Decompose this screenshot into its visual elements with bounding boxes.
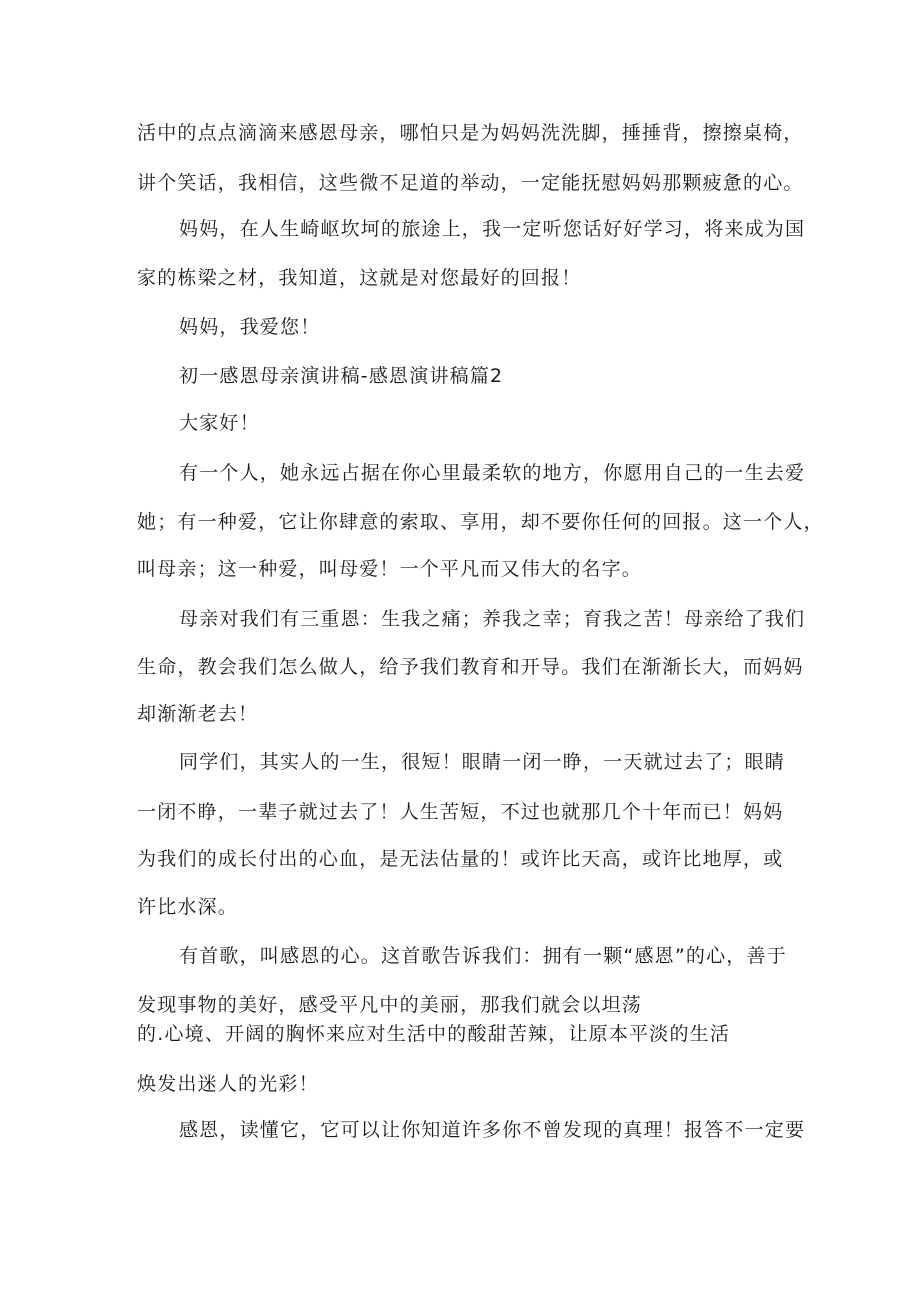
paragraph-line: 的.心境、开阔的胸怀来应对生活中的酸甜苦辣，让原本平淡的生活 bbox=[137, 1023, 731, 1045]
paragraph-line: 有一个人，她永远占据在你心里最柔软的地方，你愿用自己的一生去爱 bbox=[179, 462, 806, 484]
greeting-line: 大家好！ bbox=[179, 412, 260, 434]
paragraph-line: 她；有一种爱，它让你肆意的索取、享用，却不要你任何的回报。这一个人， bbox=[137, 511, 824, 533]
paragraph-line: 有首歌，叫感恩的心。这首歌告诉我们：拥有一颗“感恩”的心，善于 bbox=[179, 945, 787, 967]
paragraph-line: 叫母亲；这一种爱，叫母爱！一个平凡而又伟大的名字。 bbox=[137, 558, 643, 580]
paragraph-line: 妈妈，我爱您！ bbox=[179, 316, 321, 338]
section-heading: 初一感恩母亲演讲稿-感恩演讲稿篇2 bbox=[179, 365, 504, 387]
paragraph-line: 讲个笑话，我相信，这些微不足道的举动，一定能抚慰妈妈那颗疲惫的心。 bbox=[137, 172, 804, 194]
paragraph-line: 焕发出迷人的光彩！ bbox=[137, 1073, 319, 1095]
paragraph-line: 为我们的成长付出的心血，是无法估量的！或许比天高，或许比地厚，或 bbox=[137, 848, 784, 870]
paragraph-line: 生命，教会我们怎么做人，给予我们教育和开导。我们在渐渐长大，而妈妈 bbox=[137, 656, 804, 678]
paragraph-line: 感恩，读懂它，它可以让你知道许多你不曾发现的真理！报答不一定要 bbox=[179, 1119, 806, 1141]
paragraph-line: 一闭不睁，一辈子就过去了！人生苦短，不过也就那几个十年而已！妈妈 bbox=[137, 801, 784, 823]
paragraph-line: 许比水深。 bbox=[137, 896, 239, 918]
paragraph-line: 同学们，其实人的一生，很短！眼睛一闭一睁，一天就过去了；眼睛 bbox=[179, 751, 786, 773]
paragraph-line: 活中的点点滴滴来感恩母亲，哪怕只是为妈妈洗洗脚，捶捶背，擦擦桌椅， bbox=[137, 122, 804, 144]
paragraph-line: 妈妈，在人生崎岖坎坷的旅途上，我一定听您话好好学习，将来成为国 bbox=[179, 218, 806, 240]
paragraph-line: 家的栋梁之材，我知道，这就是对您最好的回报！ bbox=[137, 267, 582, 289]
paragraph-line: 发现事物的美好，感受平凡中的美丽，那我们就会以坦荡 bbox=[137, 994, 643, 1016]
paragraph-line: 母亲对我们有三重恩：生我之痛；养我之幸；育我之苦！母亲给了我们 bbox=[179, 608, 806, 630]
paragraph-line: 却渐渐老去！ bbox=[137, 703, 259, 725]
